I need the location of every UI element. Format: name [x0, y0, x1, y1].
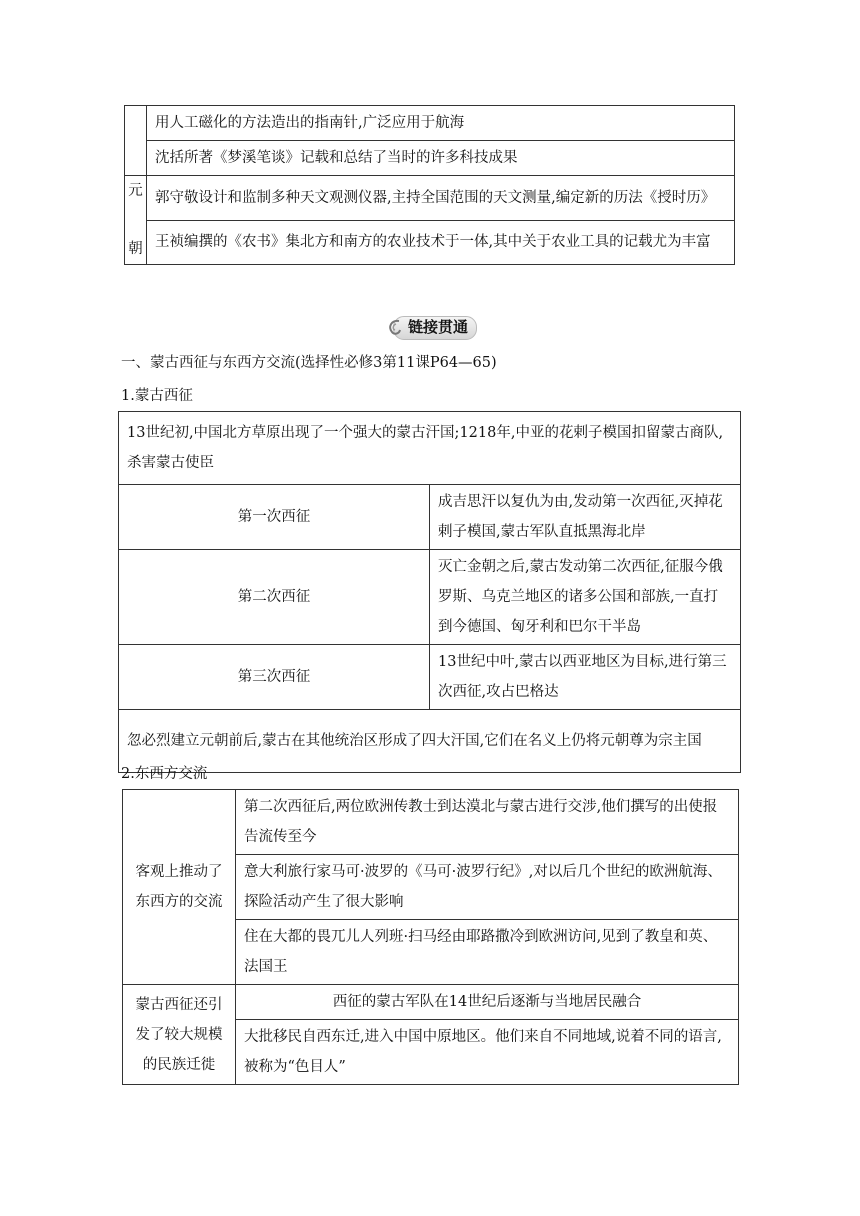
table-row [119, 645, 741, 710]
exchange-text: 西征的蒙古军队在14世纪后逐渐与当地居民融合 [236, 985, 739, 1020]
tech-cell: 沈括所著《梦溪笔谈》记载和总结了当时的许多科技成果 [147, 141, 735, 176]
tech-cell: 王祯编撰的《农书》集北方和南方的农业技术于一体,其中关于农业工具的记载尤为丰富 [147, 220, 735, 265]
swirl-icon [385, 317, 405, 337]
table-row [123, 985, 739, 1020]
era-cell-yuan [125, 176, 147, 265]
subsection-title: 2.东西方交流 [121, 766, 208, 782]
table-row [123, 790, 739, 855]
exchange-text: 第二次西征后,两位欧洲传教士到达漠北与蒙古进行交涉,他们撰写的出使报告流传至今 [236, 790, 739, 855]
table-row [119, 710, 741, 773]
group-label: 蒙古西征还引发了较大规模的民族迁徙 [123, 985, 236, 1085]
table-row [125, 220, 735, 265]
tech-table [124, 105, 735, 265]
banner-label: 链接贯通 [407, 318, 468, 336]
outro-cell: 忽必烈建立元朝前后,蒙古在其他统治区形成了四大汗国,它们在名义上仍将元朝尊为宗主国 [119, 710, 741, 773]
table-row [125, 141, 735, 176]
exchange-text: 大批移民自西东迁,进入中国中原地区。他们来自不同地域,说着不同的语言,被称为“色目人” [236, 1020, 739, 1085]
exchange-text: 住在大都的畏兀儿人列班·扫马经由耶路撒冷到欧洲访问,见到了教皇和英、法国王 [236, 920, 739, 985]
table-row [125, 106, 735, 141]
section-title: 一、蒙古西征与东西方交流(选择性必修3第11课P64—65) [121, 355, 497, 371]
western-campaigns-table [118, 411, 741, 773]
campaign-label: 第三次西征 [119, 645, 430, 710]
group-label: 客观上推动了东西方的交流 [123, 790, 236, 985]
campaign-label: 第一次西征 [119, 485, 430, 550]
intro-cell: 13世纪初,中国北方草原出现了一个强大的蒙古汗国;1218年,中亚的花剌子模国扣留蒙古商队,杀害蒙古使臣 [119, 412, 741, 485]
section-banner [385, 315, 477, 339]
campaign-label: 第二次西征 [119, 550, 430, 645]
exchange-text: 意大利旅行家马可·波罗的《马可·波罗行纪》,对以后几个世纪的欧洲航海、探险活动产生了很大影响 [236, 855, 739, 920]
campaign-text: 13世纪中叶,蒙古以西亚地区为目标,进行第三次西征,攻占巴格达 [430, 645, 741, 710]
exchange-table [122, 789, 739, 1085]
era-char: 元 [128, 183, 143, 199]
era-char: 朝 [128, 241, 143, 257]
table-row [119, 550, 741, 645]
campaign-text: 成吉思汗以复仇为由,发动第一次西征,灭掉花剌子模国,蒙古军队直抵黑海北岸 [430, 485, 741, 550]
table-row [125, 176, 735, 221]
era-cell-song [125, 106, 147, 176]
tech-cell: 用人工磁化的方法造出的指南针,广泛应用于航海 [147, 106, 735, 141]
table-row [119, 412, 741, 485]
campaign-text: 灭亡金朝之后,蒙古发动第二次西征,征服今俄罗斯、乌克兰地区的诸多公国和部族,一直打到今德国、匈牙利和巴尔干半岛 [430, 550, 741, 645]
tech-cell: 郭守敬设计和监制多种天文观测仪器,主持全国范围的天文测量,编定新的历法《授时历》 [147, 176, 735, 221]
table-row [119, 485, 741, 550]
subsection-title: 1.蒙古西征 [121, 388, 193, 404]
